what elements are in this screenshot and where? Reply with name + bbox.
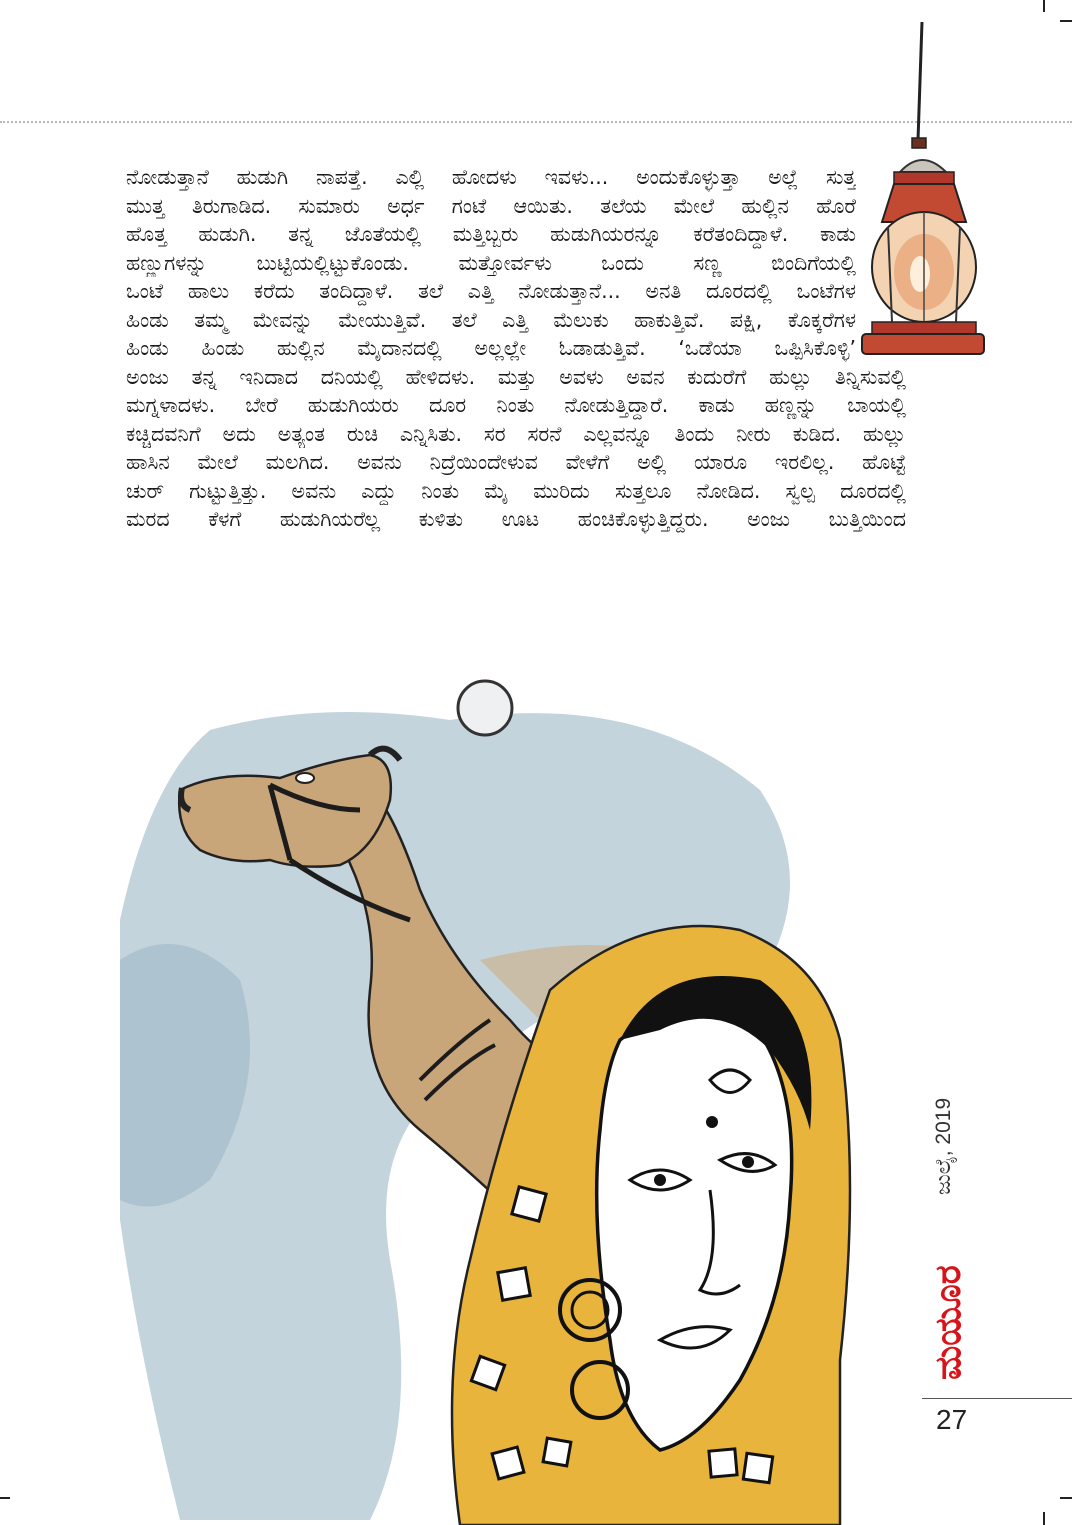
text-line: ಹಣ್ಣುಗಳನ್ನು ಬುಟ್ಟಿಯಲ್ಲಿಟ್ಟುಕೊಂಡು. ಮತ್ತೋರ್ವಳು ಒಂದು ಸಣ್ಣ ಬಿಂದಿಗೆಯಲ್ಲಿ: [126, 250, 856, 275]
text-line: ನೋಡುತ್ತಾನೆ ಹುಡುಗಿ ನಾಪತ್ತೆ. ಎಲ್ಲಿ ಹೋದಳು ಇವಳು... ಅಂದುಕೊಳ್ಳುತ್ತಾ ಅಲ್ಲೆ ಸುತ್ತ: [126, 165, 856, 189]
page-number: 27: [936, 1404, 968, 1435]
text-line: ಮುತ್ತ ತಿರುಗಾಡಿದ. ಸುಮಾರು ಅರ್ಧ ಗಂಟೆ ಆಯಿತು. ತಲೆಯ ಮೇಲೆ ಹುಲ್ಲಿನ ಹೊರೆ: [126, 193, 856, 218]
text-line: ಹಿಂಡು ತಮ್ಮ ಮೇವನ್ನು ಮೇಯುತ್ತಿವೆ. ತಲೆ ಎತ್ತಿ ಮೆಲುಕು ಹಾಕುತ್ತಿವೆ. ಪಕ್ಷಿ, ಕೊಕ್ಕರೆಗಳ: [126, 307, 856, 332]
camel-and-woman-illustration: [120, 660, 900, 1525]
crop-mark: [1060, 1497, 1072, 1499]
story-paragraph: [126, 163, 906, 534]
text-line: ಮರದ ಕೆಳಗೆ ಹುಡುಗಿಯರೆಲ್ಲ ಕುಳಿತು ಊಟ ಹಂಚಿಕೊಳ್ಳುತ್ತಿದ್ದರು. ಅಂಜು ಬುತ್ತಿಯಿಂದ: [126, 507, 906, 531]
text-line: ಚುರ್ ಗುಟ್ಟುತ್ತಿತ್ತು. ಅವನು ಎದ್ದು ನಿಂತು ಮೈ ಮುರಿದು ಸುತ್ತಲೂ ನೋಡಿದ. ಸ್ವಲ್ಪ ದೂರದಲ್ಲಿ: [126, 478, 906, 503]
crop-mark: [1060, 20, 1072, 22]
footer-divider: [922, 1398, 1072, 1399]
crop-mark: [0, 1497, 10, 1499]
text-line: ಹಿಂಡು ಹಿಂಡು ಹುಲ್ಲಿನ ಮೈದಾನದಲ್ಲಿ ಅಲ್ಲಲ್ಲೇ ಓಡಾಡುತ್ತಿವೆ. ‘ಒಡೆಯಾ ಒಪ್ಪಿಸಿಕೊಳ್ಳಿ’: [126, 336, 856, 360]
crop-mark: [1043, 0, 1045, 12]
text-line: ಮಗ್ನಳಾದಳು. ಬೇರೆ ಹುಡುಗಿಯರು ದೂರ ನಿಂತು ನೋಡುತ್ತಿದ್ದಾರೆ. ಕಾಡು ಹಣ್ಣನ್ನು ಬಾಯಲ್ಲಿ: [126, 393, 906, 417]
crop-mark: [1043, 1512, 1045, 1525]
issue-date: ಜುಲೈ, 2019: [932, 1097, 955, 1195]
text-line: ಹೊತ್ತ ಹುಡುಗಿ. ತನ್ನ ಜೊತೆಯಲ್ಲಿ ಮತ್ತಿಬ್ಬರು ಹುಡುಗಿಯರನ್ನೂ ಕರೆತಂದಿದ್ದಾಳೆ. ಕಾಡು: [126, 222, 856, 246]
magazine-logo: ಮಯೂರ: [928, 1265, 969, 1380]
text-line: ಒಂಟೆ ಹಾಲು ಕರೆದು ತಂದಿದ್ದಾಳೆ. ತಲೆ ಎತ್ತಿ ನೋಡುತ್ತಾನೆ... ಅನತಿ ದೂರದಲ್ಲಿ ಒಂಟೆಗಳ: [126, 279, 856, 303]
text-line: ಕಚ್ಚಿದವನಿಗೆ ಅದು ಅತ್ಯಂತ ರುಚಿ ಎನ್ನಿಸಿತು. ಸರ ಸರನೆ ಎಲ್ಲವನ್ನೂ ತಿಂದು ನೀರು ಕುಡಿದ. ಹುಲ್ಲು: [126, 421, 906, 446]
text-line: ಅಂಜು ತನ್ನ ಇನಿದಾದ ದನಿಯಲ್ಲಿ ಹೇಳಿದಳು. ಮತ್ತು ಅವಳು ಅವನ ಕುದುರೆಗೆ ಹುಲ್ಲು ತಿನ್ನಿಸುವಲ್ಲಿ: [126, 364, 906, 389]
text-line: ಹಾಸಿನ ಮೇಲೆ ಮಲಗಿದ. ಅವನು ನಿದ್ರೆಯಿಂದೇಳುವ ವೇಳೆಗೆ ಅಲ್ಲಿ ಯಾರೂ ಇರಲಿಲ್ಲ. ಹೊಟ್ಟೆ: [126, 450, 906, 474]
